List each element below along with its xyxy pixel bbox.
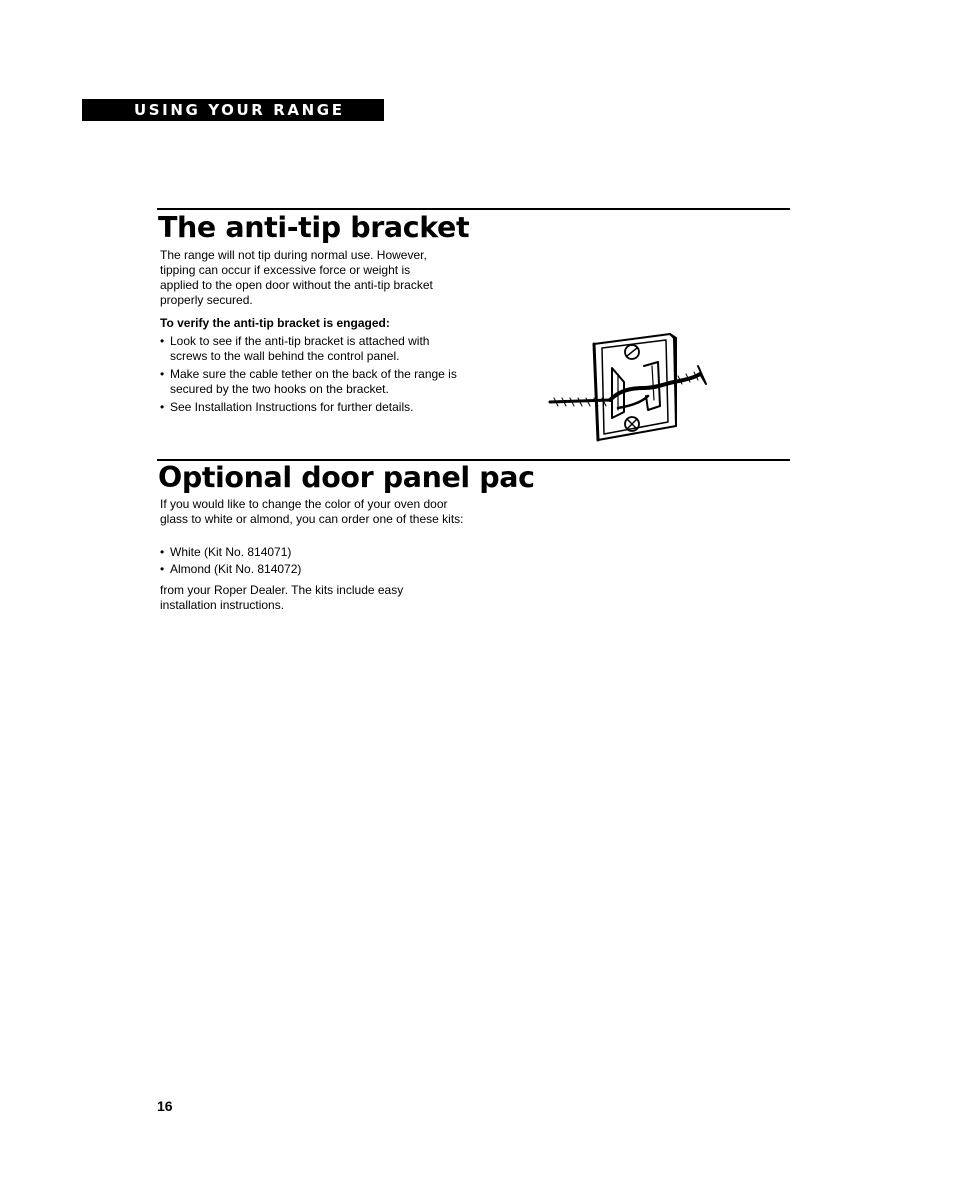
list-item: • White (Kit No. 814071) (160, 545, 460, 560)
verify-heading: To verify the anti-tip bracket is engaged: (160, 316, 390, 330)
list-item: • Make sure the cable tether on the back of the range is secured by the two hooks on the bracket. (160, 367, 460, 397)
anti-tip-intro: The range will not tip during normal use. However, tipping can occur if excessive force or weight is applied to the open door without the anti-tip bracket properly secured. (160, 248, 433, 307)
anti-tip-title: The anti-tip bracket (158, 211, 470, 244)
list-item: • See Installation Instructions for further details. (160, 400, 470, 415)
section-label: USING YOUR RANGE (134, 101, 345, 119)
door-panel-closing: from your Roper Dealer. The kits include easy installation instructions. (160, 583, 404, 612)
verify-bullet-list (160, 334, 470, 418)
section-divider (157, 208, 790, 210)
kit-list (160, 545, 460, 579)
door-panel-title: Optional door panel pac (158, 461, 535, 494)
page-number: 16 (157, 1098, 173, 1114)
list-item: • Look to see if the anti-tip bracket is attached with screws to the wall behind the control panel. (160, 334, 470, 364)
anti-tip-bracket-illustration (548, 326, 708, 444)
section-header-bar (82, 99, 384, 121)
door-panel-intro: If you would like to change the color of your oven door glass to white or almond, you can order one of these kits: (160, 497, 464, 526)
list-item: • Almond (Kit No. 814072) (160, 562, 460, 577)
